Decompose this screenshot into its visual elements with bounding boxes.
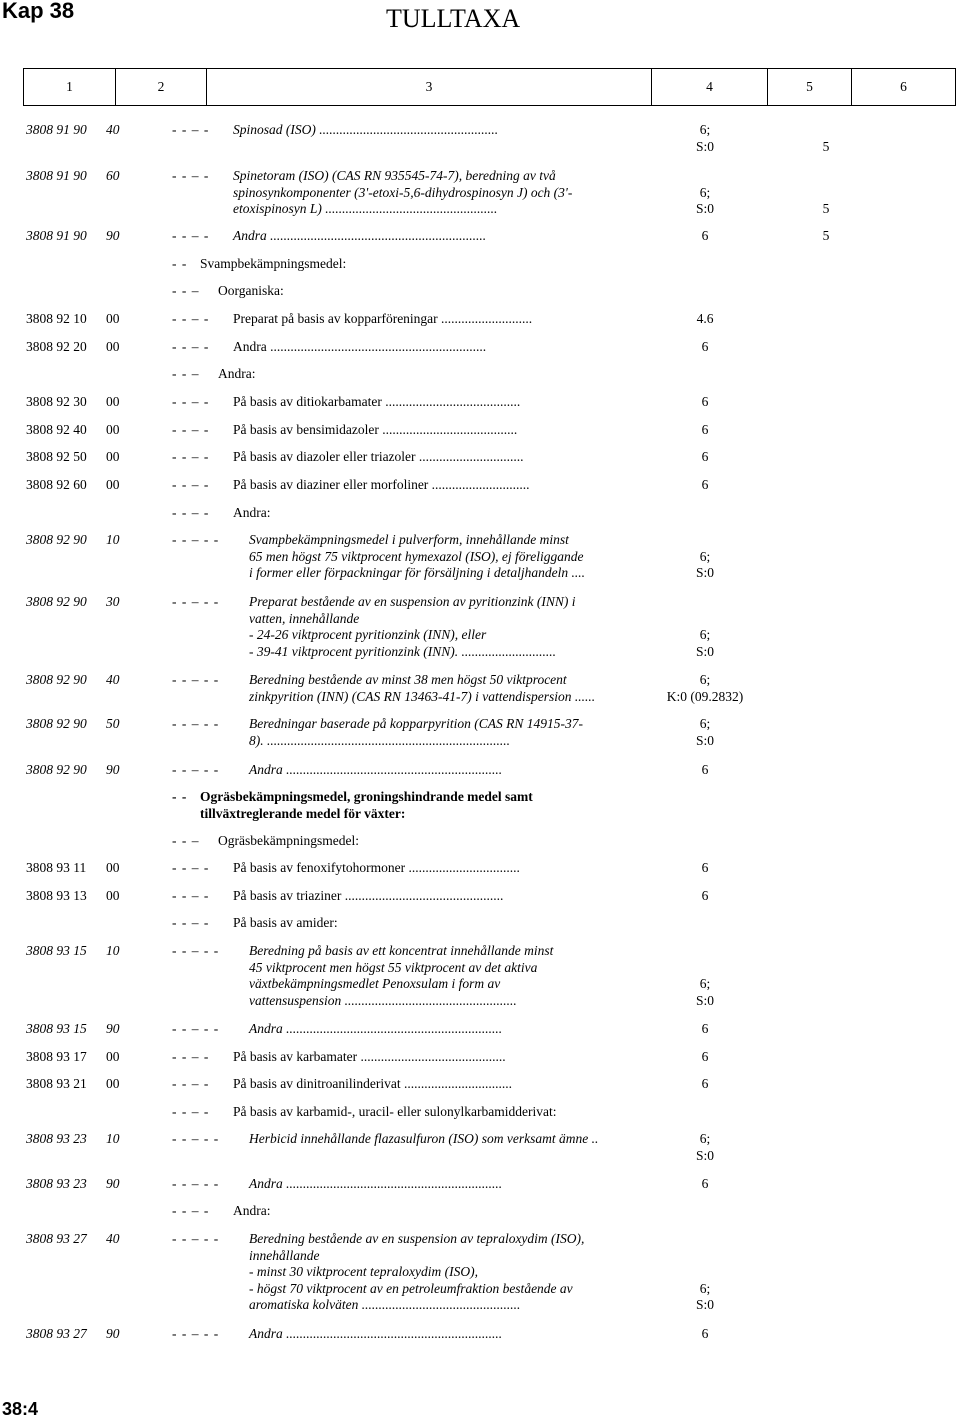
- description-line: - högst 70 viktprocent av en petroleumfraktion bestående av: [249, 1280, 573, 1296]
- tariff-subcode: 90: [106, 1176, 120, 1191]
- duty-rate: 6: [701, 339, 709, 354]
- description-line: Andra ................................................................: [249, 762, 503, 777]
- description-line: - 39-41 viktprocent pyritionzink (INN). ............................: [249, 643, 556, 659]
- description-line: 65 men högst 75 viktprocent hymexazol (ISO), ej föreliggande: [249, 548, 584, 564]
- tariff-subcode: 10: [106, 532, 120, 547]
- tariff-subcode: 90: [106, 228, 120, 243]
- duty-rate: 6: [701, 1076, 709, 1091]
- column-header-4: 4: [706, 79, 713, 94]
- duty-rate: S:0: [695, 643, 714, 659]
- duty-rate: 6;: [699, 976, 711, 991]
- goods-description: [200, 789, 533, 822]
- duty-rate: K:0 (09.2832): [666, 688, 744, 704]
- statistical-unit: 5: [822, 228, 830, 243]
- indent-dashes: - - – -: [172, 122, 210, 137]
- tariff-code: 3808 91 90: [26, 122, 87, 137]
- description-line: Spinetoram (ISO) (CAS RN 935545-74-7), beredning av två: [233, 168, 556, 183]
- description-line: tillväxtreglerande medel för växter:: [200, 805, 406, 821]
- page-number: 38:4: [2, 1399, 39, 1419]
- statistical-unit: 5: [822, 138, 830, 154]
- tariff-subcode: 40: [106, 672, 120, 687]
- duty-rate: 6: [701, 1021, 709, 1036]
- column-header-6: 6: [900, 79, 907, 94]
- tariff-subcode: 10: [106, 1131, 120, 1146]
- description-line: Beredning bestående av minst 38 men högst 50 viktprocent: [249, 672, 567, 687]
- goods-description: [249, 672, 595, 705]
- indent-dashes: - - – -: [172, 168, 210, 183]
- duty-rate: 6;: [699, 1280, 711, 1296]
- duty-rate: S:0: [695, 1147, 714, 1163]
- description-line: Andra:: [233, 1203, 271, 1218]
- description-line: På basis av fenoxifytohormoner .................................: [233, 860, 520, 875]
- indent-dashes: - - – -: [172, 915, 210, 930]
- duty-rate: 4.6: [696, 311, 714, 326]
- indent-dashes: - - – - -: [172, 1131, 220, 1146]
- description-line: Oorganiska:: [218, 283, 284, 298]
- duty-rate: S:0: [695, 201, 714, 216]
- goods-description: [233, 228, 486, 245]
- duty-rate: 6;: [699, 184, 711, 200]
- goods-description: [233, 122, 498, 139]
- goods-description: [249, 1021, 502, 1038]
- duty-rate: S:0: [695, 1297, 714, 1312]
- indent-dashes: - - – - -: [172, 594, 220, 609]
- indent-dashes: - - – -: [172, 1076, 210, 1091]
- description-line: zinkpyrition (INN) (CAS RN 13463-41-7) i vattendispersion ......: [249, 688, 596, 704]
- description-line: På basis av diazoler eller triazoler ...............................: [233, 449, 524, 464]
- description-line: Andra:: [233, 505, 271, 520]
- description-line: etoxispinosyn L) ...................................................: [233, 201, 498, 216]
- duty-rate: 6: [701, 762, 709, 777]
- tariff-subcode: 00: [106, 422, 120, 437]
- tariff-subcode: 00: [106, 449, 120, 464]
- description-line: Spinosad (ISO) .....................................................: [233, 122, 499, 137]
- tariff-code: 3808 91 90: [26, 168, 87, 183]
- goods-description: [233, 1049, 506, 1066]
- description-line: På basis av karbamater ...........................................: [233, 1049, 506, 1064]
- description-line: På basis av triaziner ...............................................: [233, 888, 504, 903]
- indent-dashes: - - – -: [172, 1104, 210, 1119]
- description-line: Beredning på basis av ett koncentrat innehållande minst: [249, 943, 554, 958]
- indent-dashes: - - – -: [172, 1203, 210, 1218]
- indent-dashes: - - – -: [172, 505, 210, 520]
- tariff-subcode: 00: [106, 477, 120, 492]
- description-line: Ogräsbekämpningsmedel:: [218, 833, 359, 848]
- duty-rate: 6: [701, 1049, 709, 1064]
- statistical-unit: 5: [822, 201, 830, 216]
- goods-description: [233, 888, 503, 905]
- goods-description: [233, 1203, 271, 1220]
- duty-rate: 6;: [699, 672, 711, 687]
- description-line: spinosynkomponenter (3'-etoxi-5,6-dihydrospinosyn J) och (3'-: [233, 184, 573, 200]
- indent-dashes: - - – - -: [172, 1021, 220, 1036]
- indent-dashes: - - – -: [172, 888, 210, 903]
- page-title: TULLTAXA: [386, 4, 521, 33]
- goods-description: [218, 833, 359, 850]
- goods-description: [233, 915, 338, 932]
- tariff-subcode: 00: [106, 1076, 120, 1091]
- goods-description: [249, 532, 585, 582]
- tariff-code: 3808 92 90: [26, 716, 87, 731]
- duty-rate: 6: [701, 1326, 709, 1341]
- indent-dashes: - -: [172, 256, 188, 271]
- indent-dashes: - - – -: [172, 228, 210, 243]
- indent-dashes: - - – - -: [172, 532, 220, 547]
- duty-rate: 6;: [699, 122, 711, 137]
- chapter-label: Kap 38: [2, 0, 75, 23]
- duty-rate: 6;: [699, 716, 711, 731]
- description-line: Andra ................................................................: [249, 1176, 503, 1191]
- indent-dashes: - - –: [172, 833, 200, 848]
- description-line: På basis av ditiokarbamater ........................................: [233, 394, 521, 409]
- tariff-subcode: 40: [106, 1231, 120, 1246]
- duty-rate: 6: [701, 860, 709, 875]
- column-header-3: 3: [425, 79, 433, 94]
- indent-dashes: - - – - -: [172, 943, 220, 958]
- tariff-code: 3808 93 13: [26, 888, 87, 903]
- goods-description: [233, 394, 520, 411]
- description-line: vattensuspension ...................................................: [249, 992, 517, 1008]
- tariff-subcode: 00: [106, 311, 120, 326]
- goods-description: [249, 594, 575, 660]
- column-header-1: 1: [66, 79, 73, 94]
- goods-description: [233, 505, 271, 522]
- indent-dashes: - - – -: [172, 311, 210, 326]
- description-line: - 24-26 viktprocent pyritionzink (INN), eller: [249, 627, 487, 642]
- description-line: i former eller förpackningar för försäljning i detaljhandeln ....: [249, 565, 585, 580]
- tariff-code: 3808 92 90: [26, 762, 87, 777]
- indent-dashes: - - – -: [172, 422, 210, 437]
- indent-dashes: - - – - -: [172, 1231, 220, 1246]
- description-line: Andra ................................................................: [249, 1021, 503, 1036]
- goods-description: [233, 339, 486, 356]
- description-line: Svampbekämpningsmedel i pulverform, innehållande minst: [249, 532, 569, 547]
- indent-dashes: - - – - -: [172, 716, 220, 731]
- description-line: växtbekämpningsmedlet Penoxsulam i form av: [249, 976, 501, 991]
- tariff-code: 3808 92 90: [26, 594, 87, 609]
- indent-dashes: - - – -: [172, 1049, 210, 1064]
- goods-description: [249, 762, 502, 779]
- description-line: Andra ................................................................: [233, 339, 487, 354]
- tariff-code: 3808 93 15: [26, 943, 87, 958]
- goods-description: [233, 449, 524, 466]
- tariff-code: 3808 93 27: [26, 1326, 87, 1341]
- tariff-code: 3808 92 50: [26, 449, 87, 464]
- tariff-code: 3808 92 10: [26, 311, 87, 326]
- tariff-code: 3808 93 27: [26, 1231, 87, 1246]
- goods-description: [218, 283, 284, 300]
- goods-description: [233, 311, 532, 328]
- duty-rate: 6: [701, 228, 709, 243]
- duty-rate: S:0: [695, 138, 714, 154]
- duty-rate: 6: [701, 888, 709, 903]
- tariff-code: 3808 93 17: [26, 1049, 87, 1064]
- indent-dashes: - - –: [172, 283, 200, 298]
- description-line: aromatiska kolväten ...............................................: [249, 1297, 521, 1312]
- goods-description: [233, 422, 517, 439]
- tariff-code: 3808 93 23: [26, 1131, 87, 1146]
- description-line: Beredningar baserade på kopparpyrition (CAS RN 14915-37-: [249, 716, 583, 731]
- goods-description: [233, 860, 520, 877]
- tariff-subcode: 90: [106, 762, 120, 777]
- duty-rate: S:0: [695, 992, 714, 1008]
- description-line: Andra:: [218, 366, 256, 381]
- indent-dashes: - - – -: [172, 449, 210, 464]
- description-line: På basis av diaziner eller morfoliner .............................: [233, 477, 530, 492]
- indent-dashes: - - – -: [172, 394, 210, 409]
- goods-description: [249, 1176, 502, 1193]
- tariff-subcode: 00: [106, 860, 120, 875]
- tariff-code: 3808 92 30: [26, 394, 87, 409]
- column-header-2: 2: [157, 79, 165, 94]
- indent-dashes: - - – - -: [172, 762, 220, 777]
- description-line: Svampbekämpningsmedel:: [200, 256, 347, 271]
- tariff-code: 3808 93 21: [26, 1076, 87, 1091]
- duty-rate: 6: [701, 1176, 709, 1191]
- tariff-code: 3808 91 90: [26, 228, 87, 243]
- indent-dashes: - - – - -: [172, 1176, 220, 1191]
- column-header-table: [23, 68, 956, 106]
- tariff-code: 3808 92 20: [26, 339, 87, 354]
- goods-description: [249, 716, 583, 749]
- tariff-subcode: 30: [106, 594, 120, 609]
- description-line: 8). ........................................................................: [249, 732, 510, 748]
- duty-rate: 6: [701, 394, 709, 409]
- tariff-subcode: 60: [106, 168, 120, 183]
- duty-rate: 6;: [699, 627, 711, 642]
- description-line: innehållande: [249, 1247, 320, 1263]
- duty-rate: S:0: [695, 565, 714, 580]
- tariff-subcode: 00: [106, 339, 120, 354]
- tariff-code: 3808 92 90: [26, 532, 87, 547]
- tariff-code: 3808 93 11: [26, 860, 87, 875]
- goods-description: [233, 168, 572, 218]
- goods-description: [249, 1231, 584, 1314]
- duty-rate: 6: [701, 449, 709, 464]
- indent-dashes: - - – - -: [172, 672, 220, 687]
- tariff-subcode: 90: [106, 1326, 120, 1341]
- indent-dashes: - -: [172, 789, 188, 804]
- description-line: Beredning bestående av en suspension av tepraloxydim (ISO),: [249, 1231, 585, 1246]
- indent-dashes: - - –: [172, 366, 200, 381]
- indent-dashes: - - – -: [172, 477, 210, 492]
- description-line: 45 viktprocent men högst 55 viktprocent av det aktiva: [249, 959, 538, 975]
- tariff-subcode: 40: [106, 122, 120, 137]
- tariff-subcode: 10: [106, 943, 120, 958]
- description-line: Preparat bestående av en suspension av pyritionzink (INN) i: [249, 594, 576, 609]
- description-line: - minst 30 viktprocent tepraloxydim (ISO),: [249, 1264, 478, 1279]
- goods-description: [218, 366, 256, 383]
- description-line: vatten, innehållande: [249, 610, 360, 626]
- tariff-code: 3808 93 23: [26, 1176, 87, 1191]
- description-line: Andra ................................................................: [233, 228, 487, 243]
- indent-dashes: - - – - -: [172, 1326, 220, 1341]
- goods-description: [249, 943, 553, 1009]
- column-header-5: 5: [806, 79, 813, 94]
- goods-description: [200, 256, 346, 273]
- description-line: Ogräsbekämpningsmedel, groningshindrande medel samt: [200, 789, 533, 804]
- description-line: På basis av amider:: [233, 915, 338, 930]
- goods-description: [233, 1076, 512, 1093]
- goods-description: [249, 1131, 598, 1148]
- goods-description: [233, 1104, 557, 1121]
- tariff-code: 3808 92 40: [26, 422, 87, 437]
- description-line: På basis av dinitroanilinderivat ................................: [233, 1076, 512, 1091]
- description-line: Herbicid innehållande flazasulfuron (ISO) som verksamt ämne ..: [249, 1131, 599, 1146]
- description-line: På basis av bensimidazoler ........................................: [233, 422, 518, 437]
- tariff-code: 3808 93 15: [26, 1021, 87, 1036]
- indent-dashes: - - – -: [172, 860, 210, 875]
- goods-description: [249, 1326, 502, 1343]
- goods-description: [233, 477, 530, 494]
- tariff-subcode: 00: [106, 888, 120, 903]
- indent-dashes: - - – -: [172, 339, 210, 354]
- duty-rate: 6;: [699, 548, 711, 564]
- description-line: Andra ................................................................: [249, 1326, 503, 1341]
- duty-rate: 6;: [699, 1131, 711, 1146]
- description-line: Preparat på basis av kopparföreningar ...........................: [233, 311, 533, 326]
- tariff-subcode: 90: [106, 1021, 120, 1036]
- description-line: På basis av karbamid-, uracil- eller sulonylkarbamidderivat:: [233, 1104, 557, 1119]
- duty-rate: 6: [701, 422, 709, 437]
- tariff-subcode: 00: [106, 394, 120, 409]
- duty-rate: S:0: [695, 732, 714, 748]
- tariff-subcode: 50: [106, 716, 120, 731]
- tariff-code: 3808 92 90: [26, 672, 87, 687]
- tariff-subcode: 00: [106, 1049, 120, 1064]
- duty-rate: 6: [701, 477, 709, 492]
- tariff-code: 3808 92 60: [26, 477, 87, 492]
